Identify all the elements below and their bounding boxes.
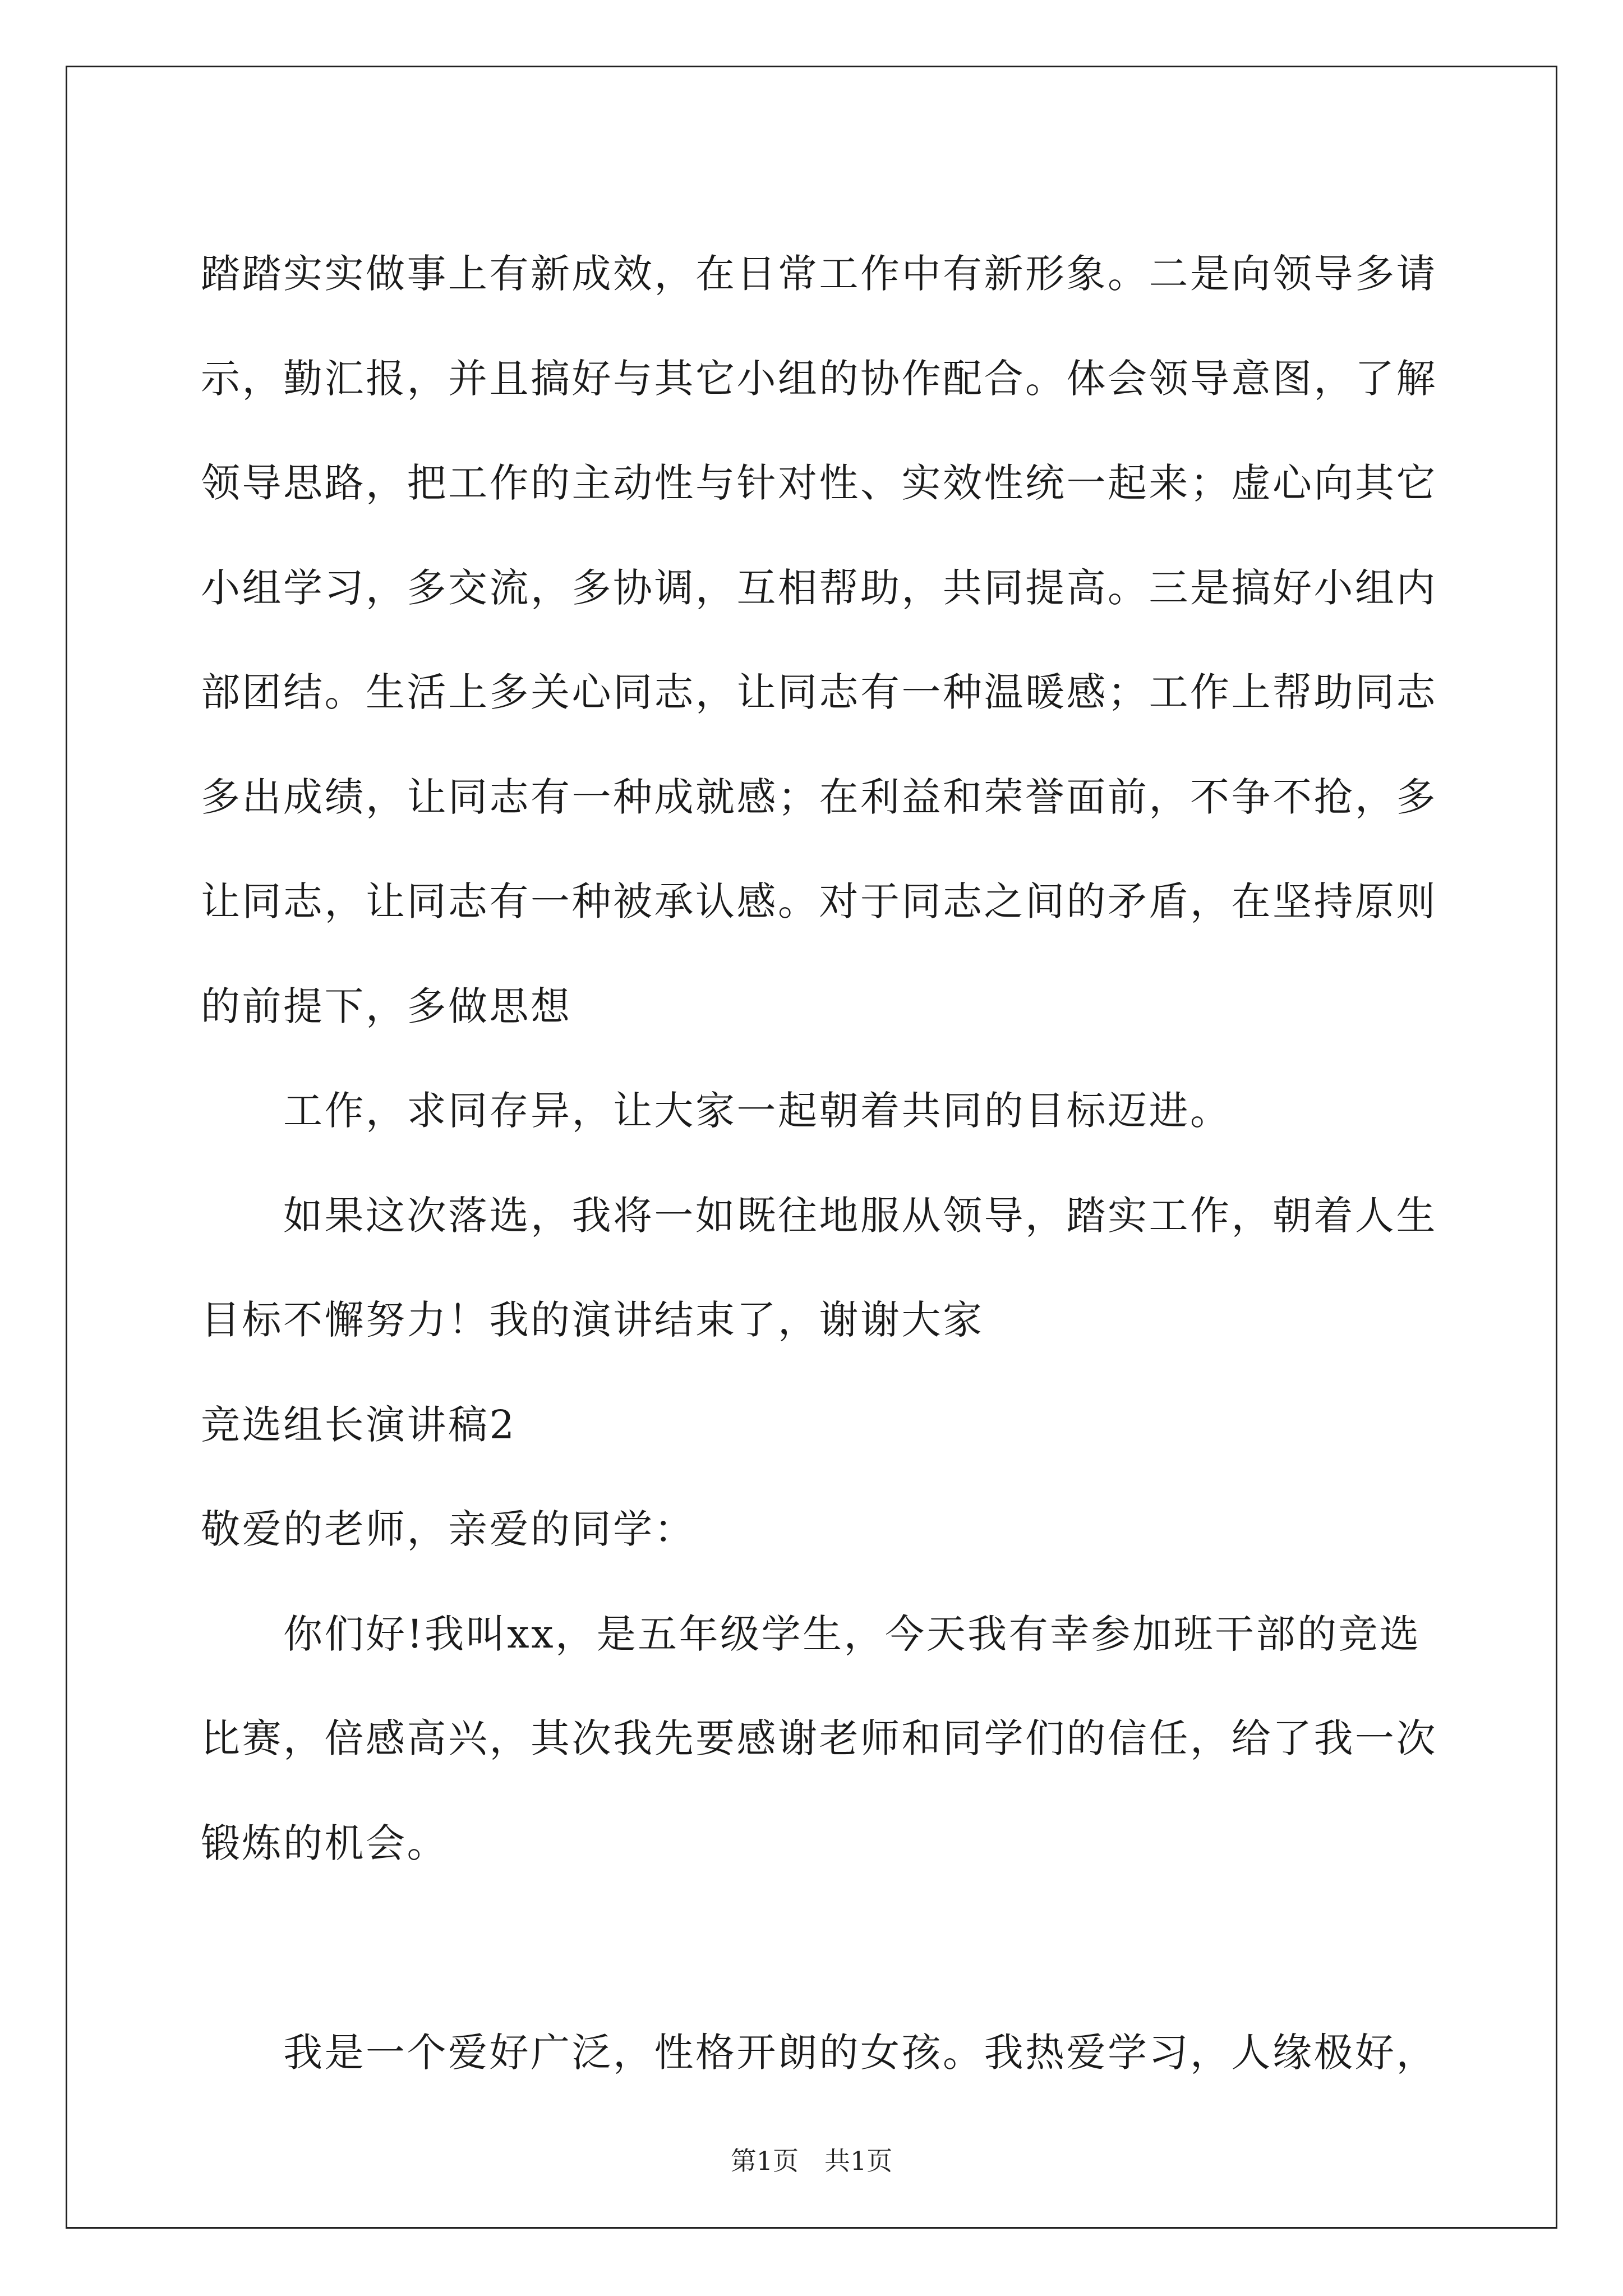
paragraph-start-line: 工作，求同存异，让大家一起朝着共同的目标迈进。 [283, 1088, 1232, 1134]
text-line: 多出成绩，让同志有一种成就感；在利益和荣誉面前，不争不抢，多 [201, 774, 1437, 820]
text-line: 小组学习，多交流，多协调，互相帮助，共同提高。三是搞好小组内 [201, 564, 1437, 611]
document-body [201, 222, 1437, 2105]
text-line: 锻炼的机会。 [201, 1820, 448, 1866]
text-line: 比赛，倍感高兴，其次我先要感谢老师和同学们的信任，给了我一次 [201, 1715, 1437, 1761]
text-line: 踏踏实实做事上有新成效，在日常工作中有新形象。二是向领导多请 [201, 251, 1437, 297]
blank-line [201, 1895, 1423, 2000]
paragraph-start-line: 你们好!我叫xx，是五年级学生，今天我有幸参加班干部的竞选 [283, 1611, 1421, 1657]
text-line: 让同志，让同志有一种被承认感。对于同志之间的矛盾，在坚持原则 [201, 878, 1437, 924]
salutation-line: 敬爱的老师，亲爱的同学： [201, 1506, 695, 1552]
text-line: 示，勤汇报，并且搞好与其它小组的协作配合。体会领导意图，了解 [201, 355, 1437, 402]
text-line: 的前提下，多做思想 [201, 983, 572, 1029]
text-line: 目标不懈努力！我的演讲结束了，谢谢大家 [201, 1297, 984, 1343]
text-line: 部团结。生活上多关心同志，让同志有一种温暖感；工作上帮助同志 [201, 669, 1437, 715]
page-number-footer: 第1页 共1页 [730, 2146, 893, 2176]
text-line: 领导思路，把工作的主动性与针对性、实效性统一起来；虚心向其它 [201, 460, 1437, 506]
paragraph-start-line: 我是一个爱好广泛，性格开朗的女孩。我热爱学习，人缘极好， [283, 2029, 1437, 2076]
paragraph-start-line: 如果这次落选，我将一如既往地服从领导，踏实工作，朝着人生 [283, 1192, 1437, 1239]
section-heading: 竞选组长演讲稿2 [201, 1401, 517, 1448]
